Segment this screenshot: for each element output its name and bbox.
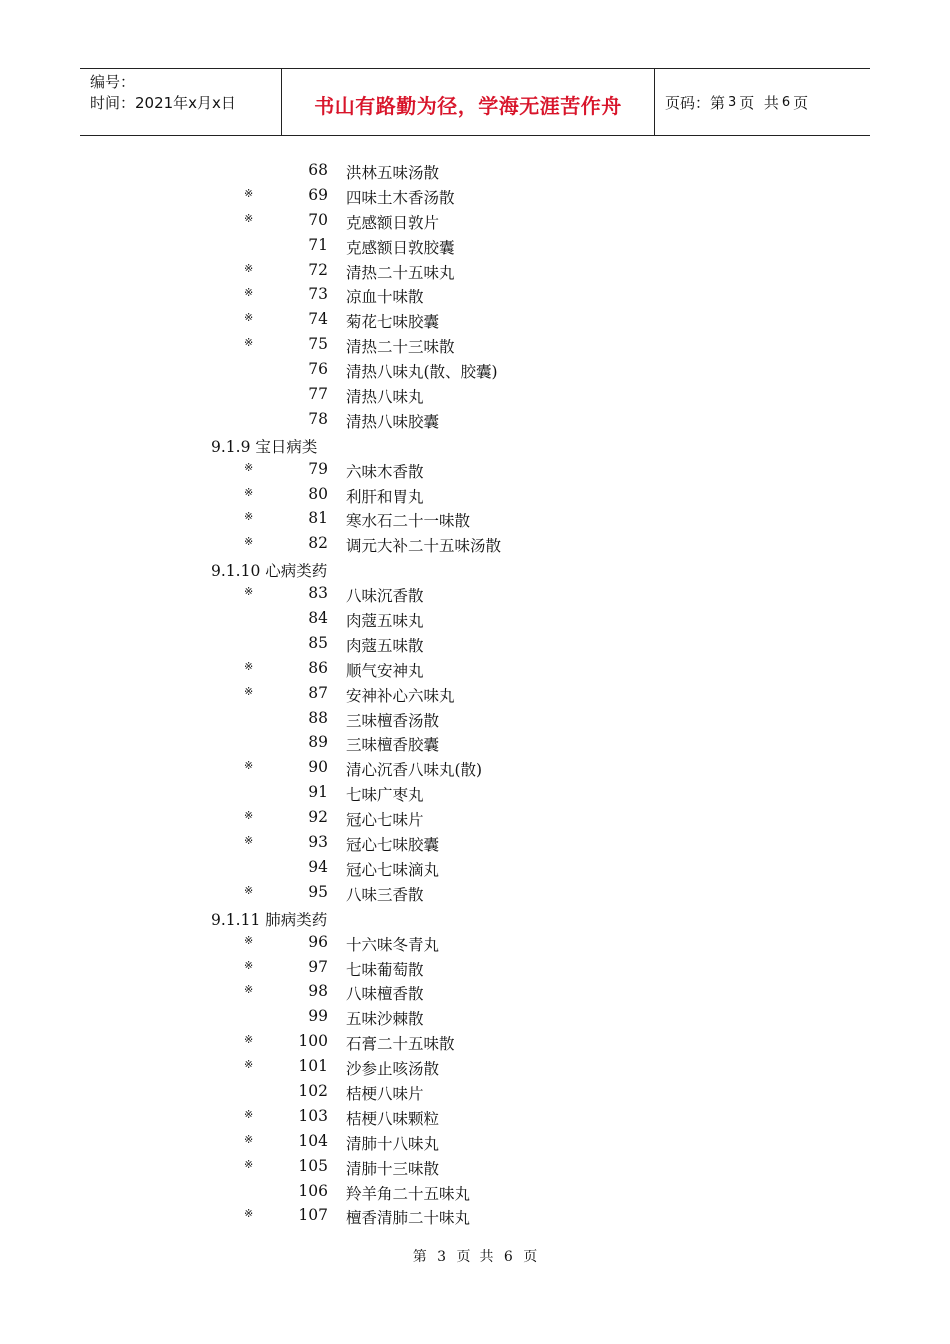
page-current: 3 [728,94,737,110]
item-name: 桔梗八味片 [346,1084,424,1103]
item-number: 69 [308,185,328,204]
item-number: 105 [298,1156,328,1175]
reference-mark-icon: ※ [244,933,254,947]
item-name: 十六味冬青丸 [346,935,440,954]
list-item [0,1203,950,1228]
item-number: 78 [308,409,328,428]
item-name: 石膏二十五味散 [346,1035,455,1054]
item-number: 77 [308,385,328,404]
list-item [0,233,950,258]
list-item [0,1054,950,1079]
item-name: 清热二十三味散 [346,338,455,357]
item-number: 93 [308,833,328,852]
item-name: 冠心七味滴丸 [346,860,440,879]
reference-mark-icon: ※ [244,261,254,275]
reference-mark-icon: ※ [244,1157,254,1171]
item-name: 克感额日敦片 [346,213,440,232]
item-number: 103 [298,1106,328,1125]
reference-mark-icon: ※ [244,510,254,524]
item-number: 94 [308,857,328,876]
item-name: 冠心七味片 [346,811,424,830]
reference-mark-icon: ※ [244,211,254,225]
list-item [0,706,950,731]
item-name: 凉血十味散 [346,288,424,307]
item-name: 冠心七味胶囊 [346,836,440,855]
list-item [0,830,950,855]
reference-mark-icon: ※ [244,883,254,897]
list-item [0,656,950,681]
item-name: 洪林五味汤散 [346,164,440,182]
reference-mark-icon: ※ [244,958,254,972]
item-name: 羚羊角二十五味丸 [346,1184,471,1203]
list-item [0,631,950,656]
section-heading [0,556,950,581]
item-number: 99 [308,1007,328,1026]
item-number: 73 [308,285,328,304]
item-name: 克感额日敦胶囊 [346,238,455,257]
list-item [0,730,950,755]
document-code-label: 编号： [90,73,136,91]
list-item [0,1104,950,1129]
item-number: 79 [308,459,328,478]
list-item [0,1129,950,1154]
page-mid: 页 共 [739,93,779,112]
item-name: 桔梗八味颗粒 [346,1109,440,1128]
list-item [0,258,950,283]
list-item [0,407,950,432]
list-item [0,805,950,830]
list-item [0,208,950,233]
reference-mark-icon: ※ [244,286,254,300]
list-item [0,755,950,780]
reference-mark-icon: ※ [244,1207,254,1221]
item-number: 106 [298,1181,328,1200]
item-number: 87 [308,683,328,702]
item-number: 70 [308,210,328,229]
item-number: 83 [308,584,328,603]
header-motto: 书山有路勤为径，学海无涯苦作舟 [281,69,655,135]
list-item [0,1004,950,1029]
footer-current: 3 [437,1249,447,1265]
list-item [0,955,950,980]
item-name: 沙参止咳汤散 [346,1060,440,1079]
list-item [0,606,950,631]
reference-mark-icon: ※ [244,585,254,599]
reference-mark-icon: ※ [244,834,254,848]
item-name: 七味葡萄散 [346,960,424,979]
item-name: 清热二十五味丸 [346,263,455,282]
list-item [0,482,950,507]
list-item [0,1179,950,1204]
reference-mark-icon: ※ [244,336,254,350]
item-name: 清肺十三味散 [346,1159,440,1178]
list-item [0,506,950,531]
item-number: 102 [298,1081,328,1100]
reference-mark-icon: ※ [244,1132,254,1146]
item-name: 菊花七味胶囊 [346,313,440,332]
item-number: 85 [308,633,328,652]
reference-mark-icon: ※ [244,684,254,698]
item-number: 76 [308,360,328,379]
list-item [0,681,950,706]
list-item [0,531,950,556]
document-date-label: 时间：2021年x月x日 [90,94,236,112]
header-meta [80,69,282,135]
page-total: 6 [781,94,791,110]
list-item [0,880,950,905]
list-item [0,930,950,955]
section-heading [0,432,950,457]
item-number: 104 [298,1131,328,1150]
list-item [0,581,950,606]
list-item [0,332,950,357]
item-name: 五味沙棘散 [346,1010,424,1029]
list-item [0,979,950,1004]
item-number: 95 [308,882,328,901]
page-footer [0,1246,950,1266]
item-number: 100 [298,1032,328,1051]
list-item [0,855,950,880]
reference-mark-icon: ※ [244,659,254,673]
item-name: 三味檀香胶囊 [346,736,440,755]
item-name: 四味土木香汤散 [346,188,455,207]
footer-total: 6 [503,1249,513,1265]
reference-mark-icon: ※ [244,1107,254,1121]
section-title: 9.1.9 宝日病类 [211,437,318,456]
footer-mid: 页 共 [456,1249,494,1265]
item-number: 90 [308,758,328,777]
item-number: 72 [308,260,328,279]
reference-mark-icon: ※ [244,186,254,200]
reference-mark-icon: ※ [244,485,254,499]
list-item [0,1154,950,1179]
list-item [0,158,950,183]
reference-mark-icon: ※ [244,809,254,823]
page-prefix: 页码：第 [665,93,726,112]
item-name: 寒水石二十一味散 [346,512,471,531]
item-name: 清热八味丸(散、胶囊) [346,363,498,382]
reference-mark-icon: ※ [244,535,254,549]
item-number: 97 [308,957,328,976]
reference-mark-icon: ※ [244,983,254,997]
section-heading [0,905,950,930]
item-number: 86 [308,658,328,677]
section-title: 9.1.11 肺病类药 [211,910,328,929]
reference-mark-icon: ※ [244,759,254,773]
item-number: 91 [308,783,328,802]
item-number: 88 [308,708,328,727]
list-item [0,282,950,307]
item-number: 89 [308,733,328,752]
page-suffix: 页 [793,93,809,112]
item-name: 八味三香散 [346,885,424,904]
item-number: 81 [308,509,328,528]
list-item [0,357,950,382]
list-item [0,307,950,332]
item-name: 三味檀香汤散 [346,711,440,730]
drug-list [0,158,950,1228]
item-number: 80 [308,484,328,503]
item-name: 清心沉香八味丸(散) [346,761,483,780]
item-number: 101 [298,1057,328,1076]
header-page-indicator [655,69,870,135]
reference-mark-icon: ※ [244,311,254,325]
item-number: 96 [308,932,328,951]
item-number: 74 [308,310,328,329]
item-number: 82 [308,534,328,553]
item-number: 71 [308,235,328,254]
item-number: 68 [308,161,328,179]
item-name: 八味沉香散 [346,587,424,606]
item-name: 顺气安神丸 [346,661,424,680]
item-name: 肉蔻五味丸 [346,612,424,631]
reference-mark-icon: ※ [244,460,254,474]
item-name: 调元大补二十五味汤散 [346,537,502,556]
list-item [0,1079,950,1104]
item-name: 安神补心六味丸 [346,686,455,705]
page-header [80,68,870,136]
item-number: 98 [308,982,328,1001]
list-item [0,1029,950,1054]
item-name: 清热八味胶囊 [346,412,440,431]
item-number: 75 [308,335,328,354]
section-title: 9.1.10 心病类药 [211,562,328,581]
item-name: 利肝和胃丸 [346,487,424,506]
item-number: 107 [298,1206,328,1225]
item-name: 七味广枣丸 [346,786,424,805]
item-number: 84 [308,609,328,628]
reference-mark-icon: ※ [244,1033,254,1047]
list-item [0,457,950,482]
item-name: 八味檀香散 [346,985,424,1004]
footer-prefix: 第 [412,1249,427,1265]
item-name: 六味木香散 [346,462,424,481]
item-name: 肉蔻五味散 [346,636,424,655]
item-number: 92 [308,808,328,827]
list-item [0,183,950,208]
item-name: 檀香清肺二十味丸 [346,1209,471,1228]
item-name: 清热八味丸 [346,388,424,407]
reference-mark-icon: ※ [244,1058,254,1072]
item-name: 清肺十八味丸 [346,1134,440,1153]
footer-suffix: 页 [523,1249,538,1265]
list-item [0,780,950,805]
list-item [0,382,950,407]
